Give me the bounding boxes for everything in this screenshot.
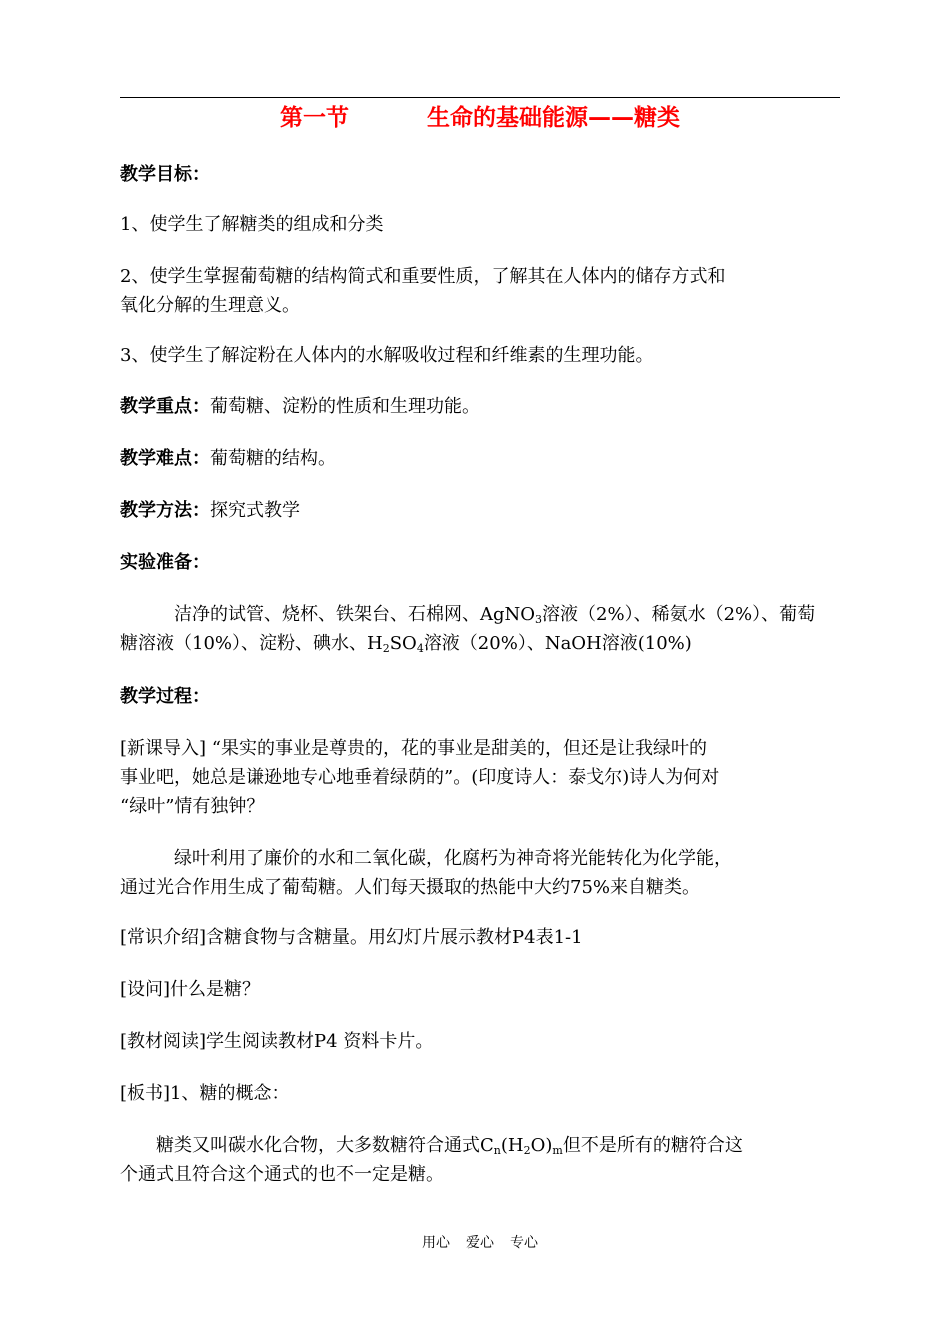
intro-line-1: [新课导入] “果实的事业是尊贵的，花的事业是甜美的，但还是让我绿叶的 (120, 738, 707, 759)
intro-line-3: “绿叶”情有独钟？ (120, 796, 265, 817)
title-name: 生命的基础能源——糖类 (427, 105, 680, 131)
method-text: 探究式教学 (210, 500, 300, 521)
prep-line-2 (120, 629, 842, 663)
process-heading: 教学过程： (120, 686, 210, 707)
leaf-text-1: 绿叶利用了廉价的水和二氧化碳，化腐朽为神奇将光能转化为化学能， (174, 848, 732, 869)
board-note: [板书]1、糖的概念： (120, 1083, 290, 1104)
prep-sub-3: 3 (535, 613, 543, 626)
concept-sub-m: m (552, 1144, 563, 1157)
prep-text-2a: 糖溶液（10%）、淀粉、碘水、H (120, 633, 383, 654)
footer-item-1: 用心 (422, 1235, 450, 1251)
teaching-method (120, 496, 842, 525)
footer (120, 1232, 840, 1254)
concept-text-d: 但不是所有的糖符合这 (562, 1135, 743, 1156)
teaching-difficulty (120, 444, 842, 473)
prep-sub-4: 4 (416, 642, 424, 655)
title-section: 第一节 (280, 105, 349, 131)
focus-label: 教学重点： (120, 396, 210, 417)
teaching-focus (120, 392, 842, 421)
concept-text-a: 糖类又叫碳水化合物，大多数糖符合通式C (156, 1135, 494, 1156)
question: [设问]什么是糖？ (120, 979, 261, 1000)
page-title (120, 100, 840, 136)
objectives-heading: 教学目标： (120, 164, 210, 185)
prep-text-2b: SO (389, 633, 417, 654)
method-label: 教学方法： (120, 500, 210, 521)
prep-text-1b: 溶液（2%）、稀氨水（2%）、葡萄 (542, 604, 816, 625)
header-rule (120, 97, 840, 98)
focus-text: 葡萄糖、淀粉的性质和生理功能。 (210, 396, 480, 417)
prep-text-1a: 洁净的试管、烧杯、铁架台、石棉网、AgNO (174, 604, 536, 625)
concept-sub-n: n (493, 1144, 501, 1157)
prep-text-2c: 溶液（20%）、NaOH溶液(10%) (423, 633, 692, 654)
concept-line-2: 个通式且符合这个通式的也不一定是糖。 (120, 1164, 444, 1185)
concept-text-b: (H (500, 1135, 524, 1156)
common-knowledge: [常识介绍]含糖食物与含糖量。用幻灯片展示教材P4表1-1 (120, 927, 583, 948)
objective-1: 1、使学生了解糖类的组成和分类 (120, 214, 384, 235)
footer-item-3: 专心 (510, 1235, 538, 1251)
objective-3: 3、使学生了解淀粉在人体内的水解吸收过程和纤维素的生理功能。 (120, 345, 654, 366)
textbook-reading: [教材阅读]学生阅读教材P4 资料卡片。 (120, 1031, 434, 1052)
prep-heading: 实验准备： (120, 552, 210, 573)
concept-sub-2: 2 (523, 1144, 531, 1157)
concept-text-c: O) (530, 1135, 553, 1156)
difficulty-label: 教学难点： (120, 448, 210, 469)
objective-2: 2、使学生掌握葡萄糖的结构简式和重要性质，了解其在人体内的储存方式和 (120, 266, 726, 287)
objective-2-cont: 氧化分解的生理意义。 (120, 295, 300, 316)
leaf-line-2: 通过光合作用生成了葡萄糖。人们每天摄取的热能中大约75%来自糖类。 (120, 877, 701, 898)
intro-line-2: 事业吧，她总是谦逊地专心地垂着绿荫的”。(印度诗人：泰戈尔)诗人为何对 (120, 767, 720, 788)
prep-sub-2: 2 (382, 642, 390, 655)
footer-item-2: 爱心 (466, 1235, 494, 1251)
leaf-line-1 (120, 844, 842, 873)
difficulty-text: 葡萄糖的结构。 (210, 448, 336, 469)
